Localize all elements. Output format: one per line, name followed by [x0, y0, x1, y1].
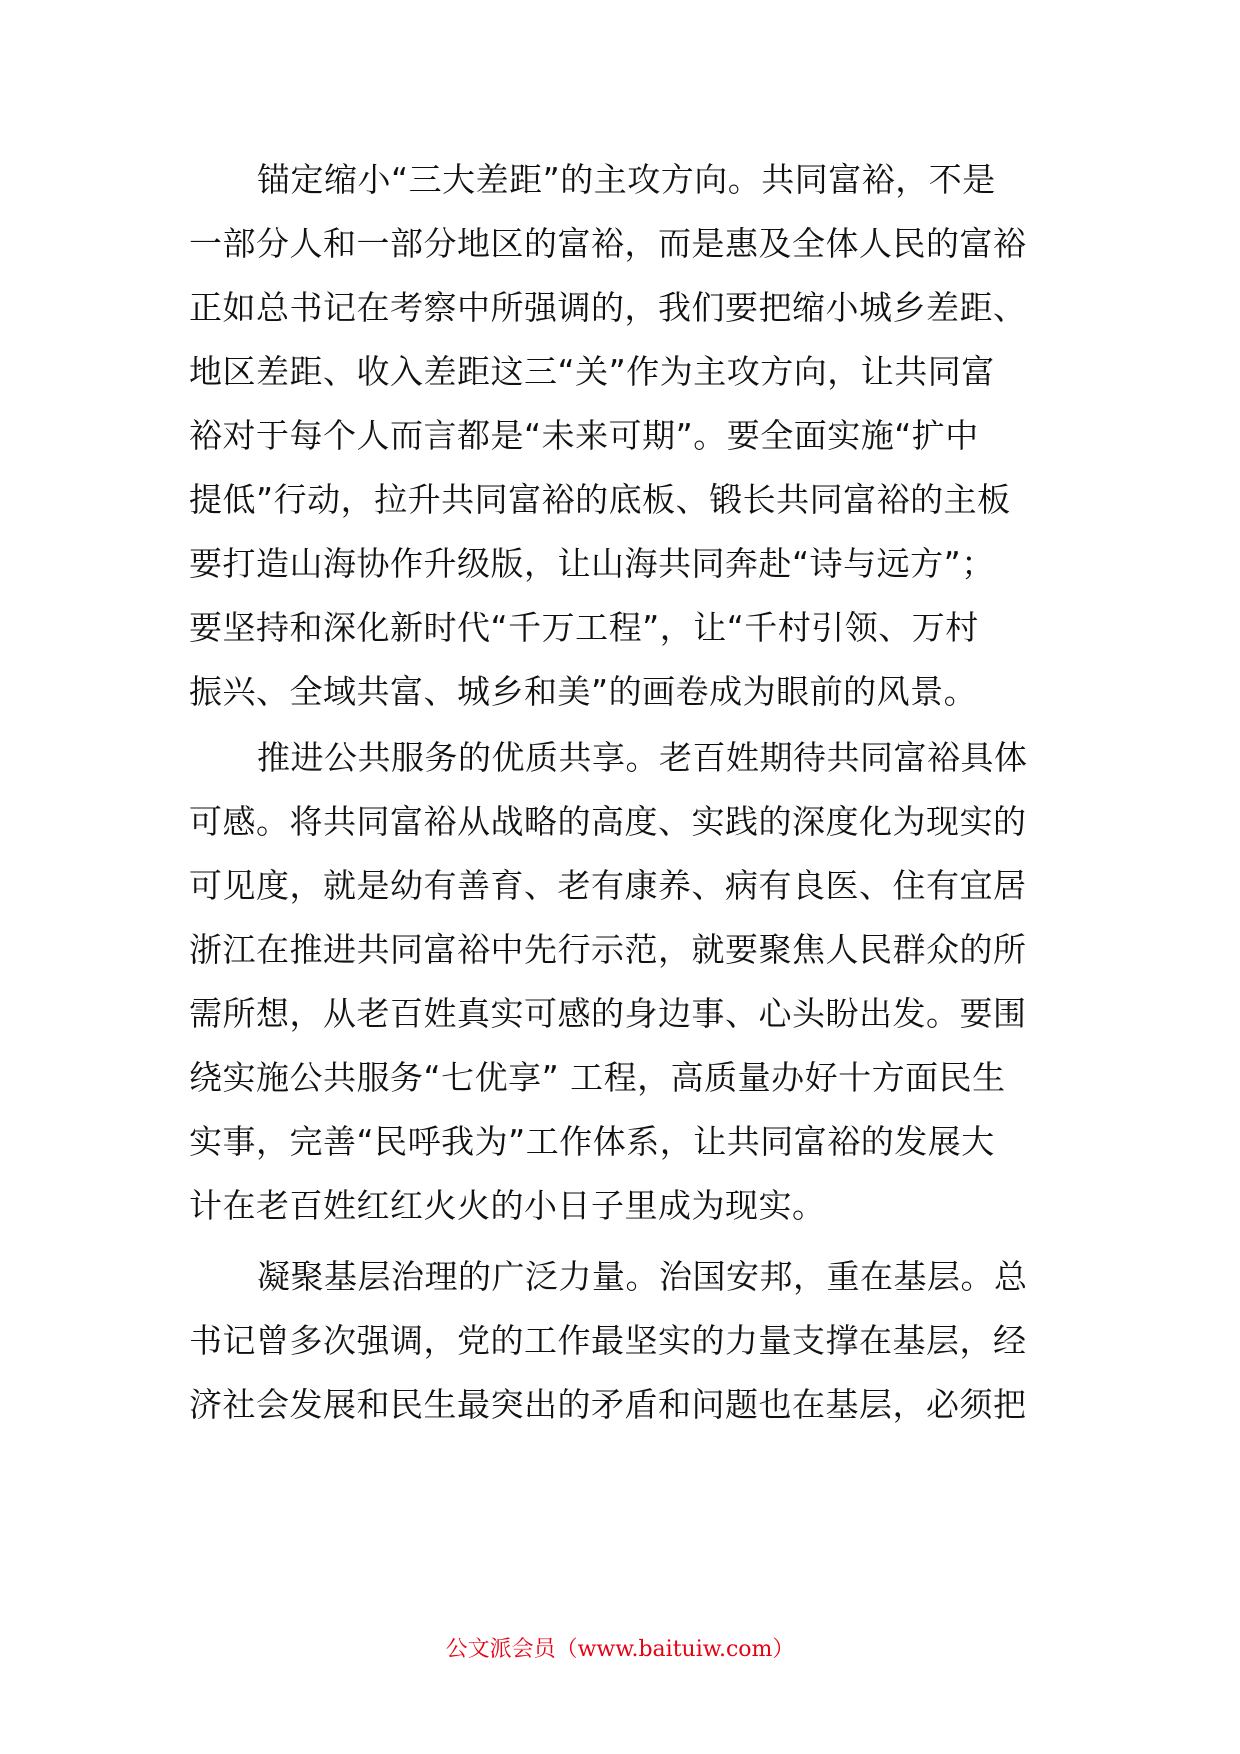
text-line: 振兴、全域共富、城乡和美”的画卷成为眼前的风景。 [189, 672, 978, 711]
text-line: 凝聚基层治理的广泛力量。治国安邦，重在基层。总 [257, 1257, 1028, 1296]
text-line: 可感。将共同富裕从战略的高度、实践的深度化为现实的 [189, 802, 1027, 841]
paragraph-1 [189, 148, 1059, 724]
text-line: 要坚持和深化新时代“千万工程”，让“千村引领、万村 [189, 608, 979, 647]
text-line: 济社会发展和民生最突出的矛盾和问题也在基层，必须把 [189, 1385, 1027, 1424]
paragraph-3 [189, 1245, 1059, 1437]
text-line: 书记曾多次强调，党的工作最坚实的力量支撑在基层，经 [189, 1321, 1027, 1360]
footer-watermark: 公文派会员（www.baituiw.com） [445, 1637, 795, 1662]
text-line: 提低”行动，拉升共同富裕的底板、锻长共同富裕的主板 [189, 480, 1011, 519]
text-line: 裕对于每个人而言都是“未来可期”。要全面实施“扩中 [189, 416, 979, 455]
text-line: 需所想，从老百姓真实可感的身边事、心头盼出发。要围 [189, 994, 1027, 1033]
text-line: 一部分人和一部分地区的富裕，而是惠及全体人民的富裕 [189, 224, 1027, 263]
text-line: 地区差距、收入差距这三“关”作为主攻方向，让共同富 [189, 352, 995, 391]
text-line: 正如总书记在考察中所强调的，我们要把缩小城乡差距、 [189, 288, 1027, 327]
text-line: 计在老百姓红红火火的小日子里成为现实。 [189, 1186, 826, 1225]
text-line: 可见度，就是幼有善育、老有康养、病有良医、住有宜居 [189, 866, 1027, 905]
paragraph-2 [189, 726, 1059, 1238]
text-line: 推进公共服务的优质共享。老百姓期待共同富裕具体 [257, 738, 1028, 777]
text-line: 绕实施公共服务“七优享” 工程，高质量办好十方面民生 [189, 1058, 1006, 1097]
text-line: 浙江在推进共同富裕中先行示范，就要聚焦人民群众的所 [189, 930, 1027, 969]
text-line: 实事，完善“民呼我为”工作体系，让共同富裕的发展大 [189, 1122, 995, 1161]
text-line: 要打造山海协作升级版，让山海共同奔赴“诗与远方”； [189, 544, 995, 583]
text-line: 锚定缩小“三大差距”的主攻方向。共同富裕，不是 [257, 160, 996, 199]
